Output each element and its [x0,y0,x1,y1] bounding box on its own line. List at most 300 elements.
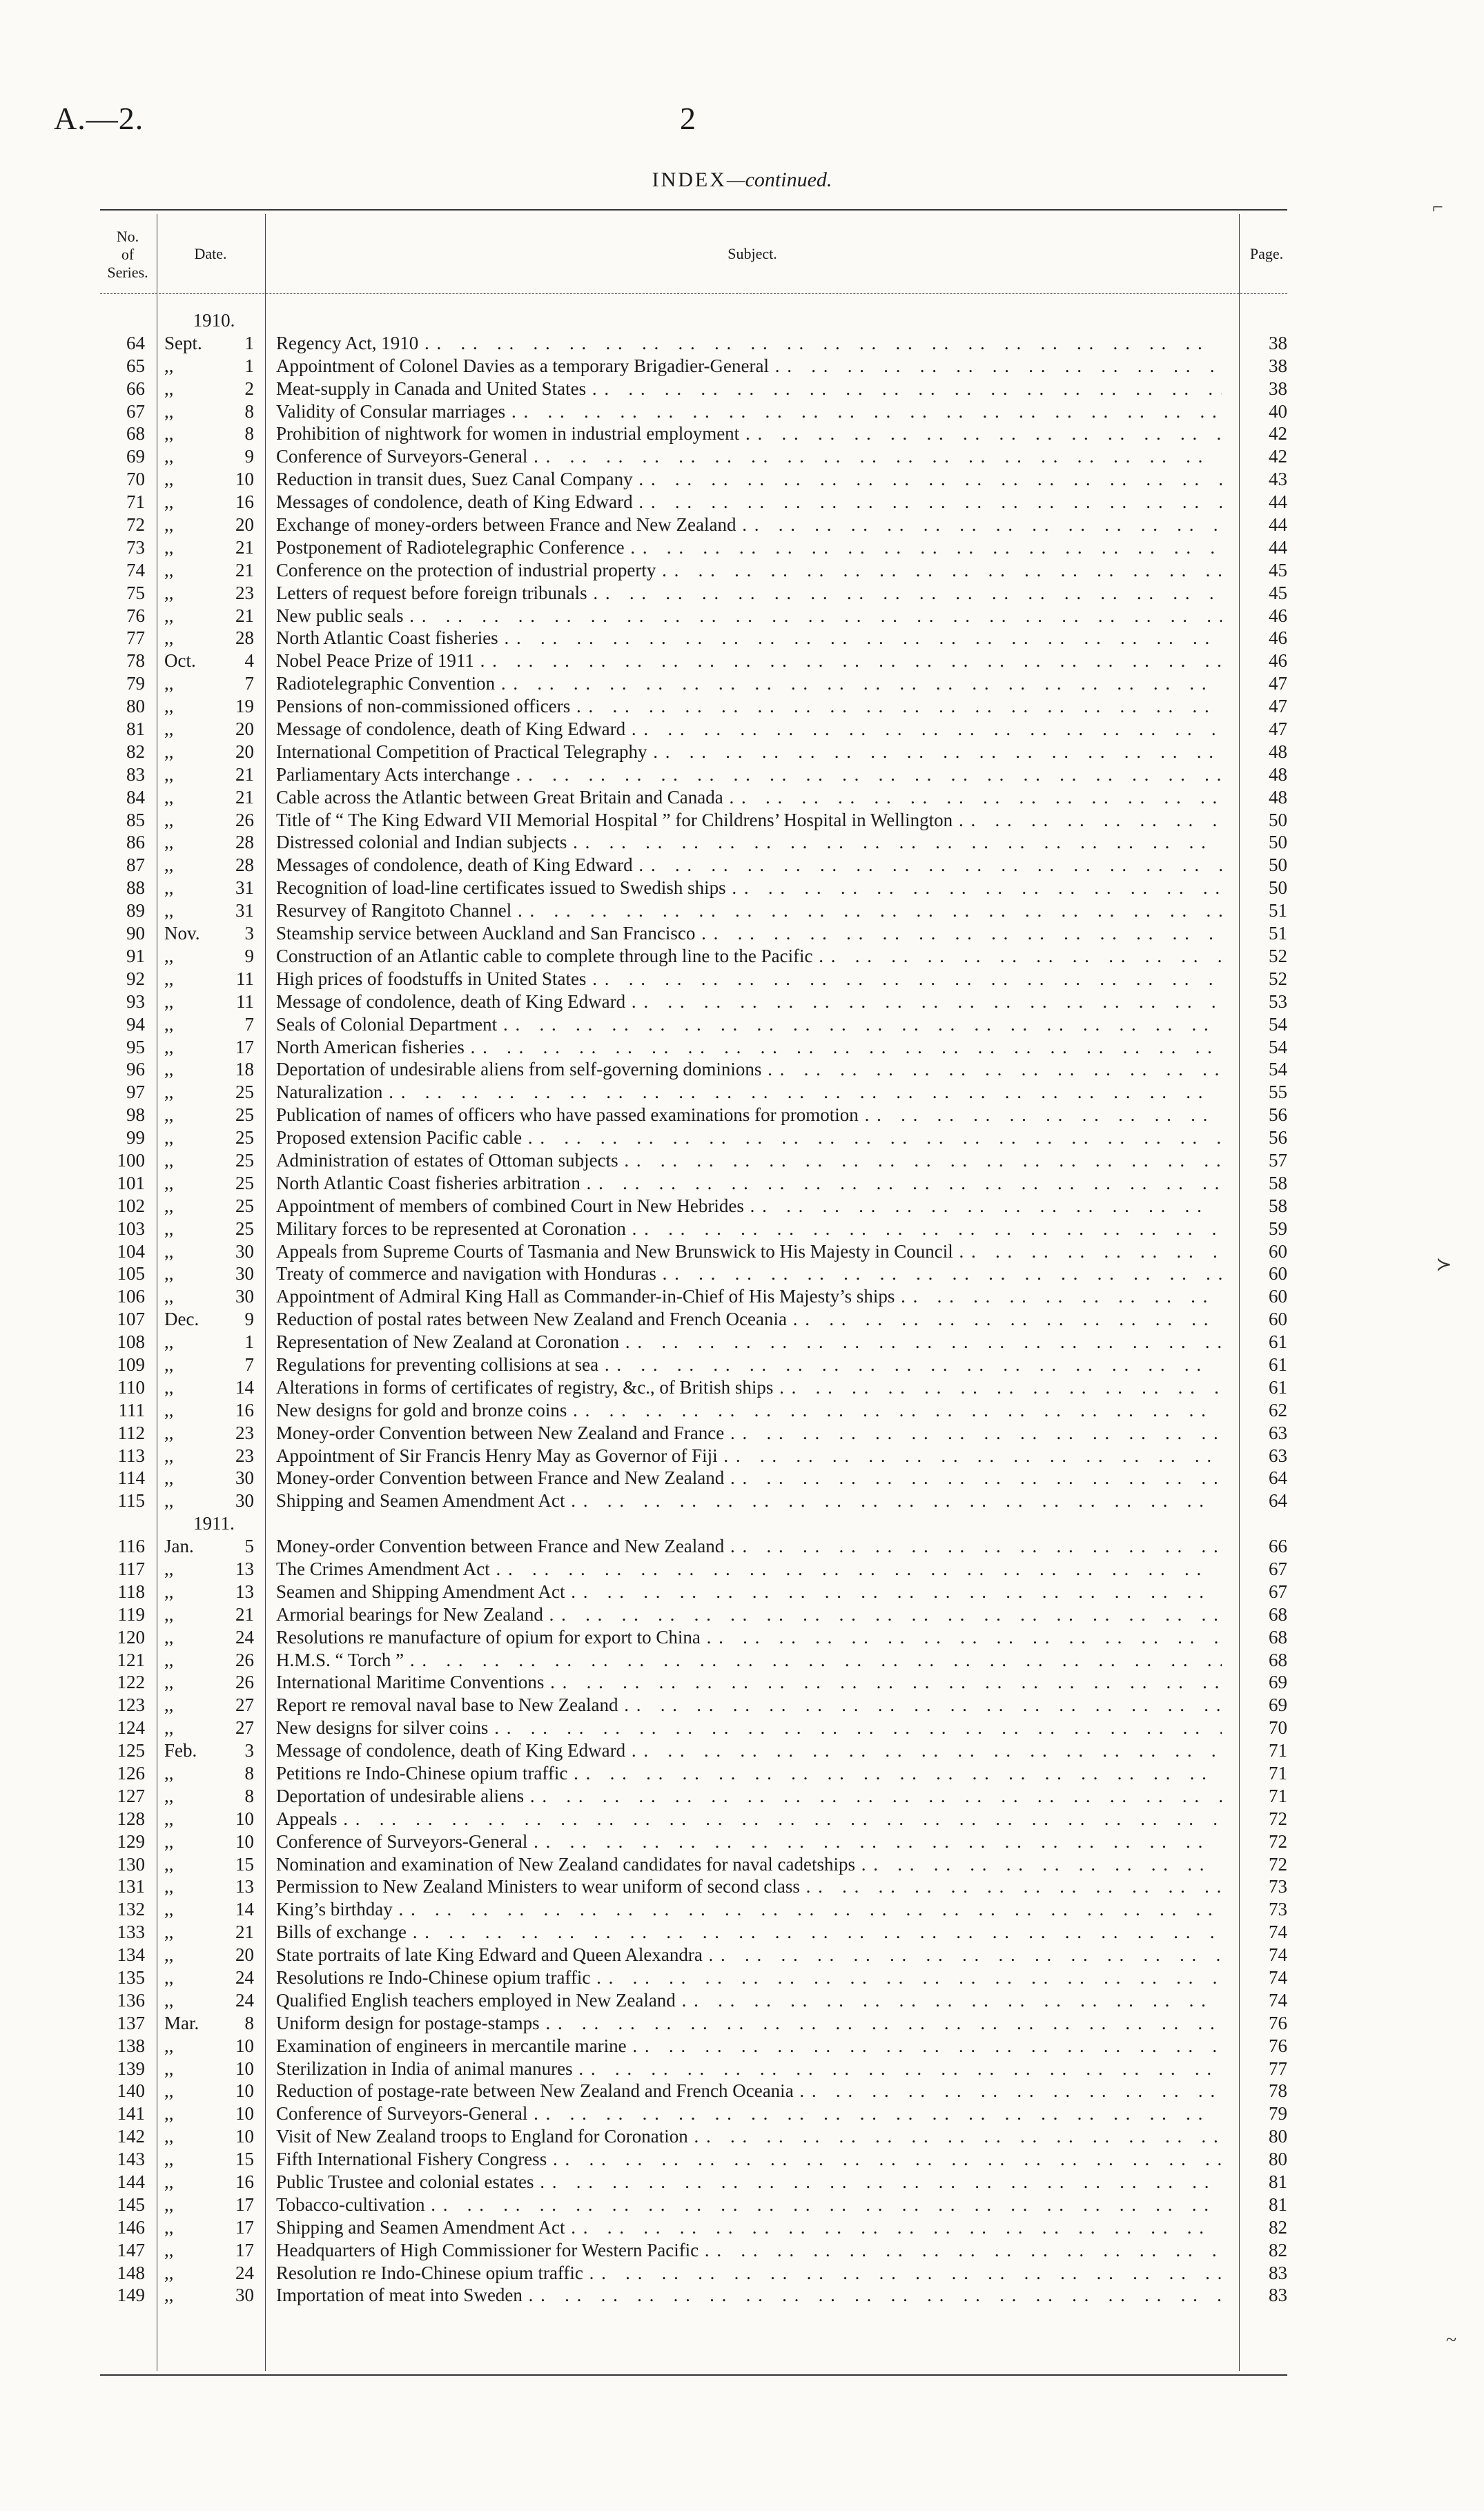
table-row [0,922,1484,945]
subject-text: Messages of condolence, death of King Edward . . [276,854,1222,877]
series-number: 87 [126,854,145,876]
date-day: 25 [235,1195,254,1216]
page-ref: 67 [1269,1558,1287,1579]
page-ref: 61 [1269,1376,1287,1398]
page-ref: 68 [1269,1649,1287,1670]
date-month: ,, [164,1149,174,1171]
date-day: 19 [235,696,254,717]
page-ref: 56 [1269,1127,1287,1149]
date-day: 28 [235,854,254,876]
subject-text: Letters of request before foreign tribunals . . [276,582,1222,605]
series-number: 105 [117,1263,145,1284]
date-month: ,, [164,1172,174,1193]
date-day: 8 [244,423,254,444]
table-row [0,899,1484,922]
date-day: 25 [235,1104,254,1126]
date-month: ,, [164,2126,174,2147]
page-ref: 57 [1269,1149,1287,1171]
page-ref: 47 [1269,673,1287,694]
subject-text: Representation of New Zealand at Coronation . . [276,1331,1222,1354]
page-ref: 76 [1269,2035,1287,2056]
table-row [0,1013,1484,1036]
date-month: ,, [164,627,174,649]
margin-mark: ⌐ [1432,197,1443,218]
date-day: 24 [235,1967,254,1989]
page-ref: 60 [1269,1309,1287,1330]
page-ref: 54 [1269,1036,1287,1057]
series-number: 131 [117,1876,145,1897]
date-day: 17 [235,2194,254,2215]
subject-text: New designs for silver coins . . [276,1717,1222,1739]
date-day: 30 [235,1467,254,1489]
date-month: ,, [164,719,174,740]
series-number: 91 [126,945,145,966]
series-number: 104 [117,1240,145,1262]
page-ref: 82 [1269,2239,1287,2260]
series-number: 78 [126,650,145,672]
page-ref: 83 [1269,2262,1287,2283]
date-day: 10 [235,2080,254,2102]
bottom-rule [100,2374,1287,2376]
page-ref: 83 [1269,2285,1287,2306]
date-day: 21 [235,763,254,785]
table-row [0,2035,1484,2058]
series-number: 109 [117,1354,145,1375]
table-row [0,1331,1484,1354]
date-day: 11 [236,990,254,1012]
date-month: Nov. [164,923,200,944]
series-number: 148 [117,2262,145,2283]
subject-text: Messages of condolence, death of King Edward . . [276,491,1222,514]
subject-text: Money-order Convention between New Zealand and France . . [276,1422,1222,1445]
date-day: 10 [235,2035,254,2056]
date-day: 26 [235,1649,254,1670]
date-day: 21 [235,559,254,580]
page-ref: 58 [1269,1195,1287,1216]
series-number: 97 [126,1082,145,1103]
date-month: ,, [164,2171,174,2193]
subject-text: Publication of names of officers who have passed examinations for promotion . . [276,1104,1222,1126]
page-ref: 71 [1269,1740,1287,1761]
series-number: 86 [126,832,145,853]
date-day: 24 [235,2262,254,2283]
subject-text: Cable across the Atlantic between Great Britain and Canada . . [276,786,1222,809]
series-number: 127 [117,1785,145,1806]
subject-text: Tobacco-cultivation . . [276,2194,1222,2216]
date-month: ,, [164,673,174,694]
table-row [0,1535,1484,1558]
subject-text: Title of “ The King Edward VII Memorial Hospital ” for Childrens’ Hospital in Wellington . . [276,809,1222,832]
subject-text: Pensions of non-commissioned officers . . [276,695,1222,718]
date-day: 13 [235,1581,254,1602]
series-number: 117 [117,1558,145,1579]
series-number: 74 [126,559,145,580]
subject-text: State portraits of late King Edward and Queen Alexandra . . [276,1944,1222,1966]
date-month: ,, [164,469,174,490]
series-number: 120 [117,1626,145,1648]
table-row [0,605,1484,627]
subject-text: Postponement of Radiotelegraphic Conference . . [276,536,1222,559]
column-header-no: No. of Series. [107,228,148,281]
subject-text: Appointment of Admiral King Hall as Commander-in-Chief of His Majesty’s ships . . [276,1285,1222,1308]
series-number: 144 [117,2171,145,2193]
series-number: 118 [117,1581,145,1602]
series-number: 137 [117,2012,145,2033]
date-month: ,, [164,1036,174,1057]
series-number: 94 [126,1013,145,1035]
series-number: 141 [117,2103,145,2124]
table-row [0,1376,1484,1399]
date-month: ,, [164,2035,174,2056]
subject-text: Shipping and Seamen Amendment Act . . [276,2216,1222,2239]
page-number: 2 [680,101,696,136]
table-row [0,831,1484,854]
series-number: 126 [117,1763,145,1784]
date-month: ,, [164,832,174,853]
series-number: 84 [126,786,145,808]
table-row [0,2080,1484,2102]
date-day: 5 [244,1536,254,1557]
table-row [0,1058,1484,1081]
page-ref: 77 [1269,2058,1287,2079]
header-rule [100,293,1287,294]
series-number: 75 [126,582,145,603]
table-row [0,672,1484,695]
table-row [0,400,1484,423]
subject-text: Resolutions re manufacture of opium for export to China . . [276,1626,1222,1649]
date-month: ,, [164,559,174,580]
subject-text: The Crimes Amendment Act . . [276,1558,1222,1581]
table-row [0,1694,1484,1717]
subject-text: Validity of Consular marriages . . [276,400,1222,423]
table-row [0,718,1484,741]
table-row [0,1195,1484,1218]
date-day: 9 [244,446,254,467]
date-day: 8 [244,400,254,422]
date-day: 17 [235,1036,254,1057]
subject-text: Deportation of undesirable aliens . . [276,1785,1222,1808]
series-number: 147 [117,2239,145,2260]
subject-text: Conference on the protection of industrial property . . [276,559,1222,582]
date-month: Jan. [164,1536,194,1557]
date-day: 8 [244,1763,254,1784]
date-month: ,, [164,945,174,966]
page-ref: 76 [1269,2012,1287,2033]
index-title-suffix: —continued. [726,168,832,191]
table-row [0,355,1484,378]
page-ref: 48 [1269,763,1287,785]
page-ref: 46 [1269,605,1287,626]
subject-text: Deportation of undesirable aliens from self-governing dominions . . [276,1058,1222,1081]
margin-mark: ~ [1446,2329,1457,2351]
table-row [0,1422,1484,1445]
date-month: ,, [164,605,174,626]
series-number: 136 [117,1989,145,2011]
date-month: Oct. [164,650,196,672]
date-month: ,, [164,1899,174,1920]
page-ref: 73 [1269,1876,1287,1897]
page-ref: 69 [1269,1694,1287,1716]
date-month: ,, [164,2194,174,2215]
series-number: 108 [117,1331,145,1353]
page-ref: 52 [1269,945,1287,966]
table-row [0,2216,1484,2239]
page-ref: 42 [1269,446,1287,467]
subject-text: North Atlantic Coast fisheries . . [276,627,1222,649]
subject-text: Seamen and Shipping Amendment Act . . [276,1581,1222,1603]
subject-text: Prohibition of nightwork for women in industrial employment . . [276,422,1222,445]
date-day: 24 [235,1989,254,2011]
page-ref: 60 [1269,1240,1287,1262]
date-month: ,, [164,378,174,399]
page-ref: 54 [1269,1013,1287,1035]
table-row [0,332,1484,355]
date-day: 26 [235,1672,254,1693]
subject-text: Construction of an Atlantic cable to complete through line to the Pacific . . [276,945,1222,968]
series-number: 121 [117,1649,145,1670]
table-row [0,1104,1484,1126]
series-number: 128 [117,1808,145,1829]
subject-text: Headquarters of High Commissioner for Western Pacific . . [276,2239,1222,2262]
date-month: ,, [164,2216,174,2238]
page-ref: 47 [1269,719,1287,740]
page-ref: 81 [1269,2194,1287,2215]
subject-text: Treaty of commerce and navigation with Honduras . . [276,1262,1222,1285]
date-month: ,, [164,854,174,876]
date-month: ,, [164,2149,174,2170]
date-day: 3 [244,923,254,944]
page-ref: 74 [1269,1922,1287,1943]
table-row [0,1762,1484,1785]
page-ref: 38 [1269,355,1287,376]
date-month: ,, [164,446,174,467]
series-number: 98 [126,1104,145,1126]
date-day: 8 [244,1785,254,1806]
subject-text: Appeals from Supreme Courts of Tasmania and New Brunswick to His Majesty in Council . . [276,1240,1222,1263]
date-month: ,, [164,1717,174,1739]
series-number: 102 [117,1195,145,1216]
subject-text: Appointment of members of combined Court in New Hebrides . . [276,1195,1222,1218]
series-number: 89 [126,900,145,921]
subject-text: Bills of exchange . . [276,1921,1222,1944]
date-day: 21 [235,536,254,558]
subject-text: High prices of foodstuffs in United States . . [276,968,1222,990]
date-day: 1 [244,332,254,353]
date-month: ,, [164,1218,174,1239]
date-month: ,, [164,582,174,603]
page-ref: 48 [1269,786,1287,808]
date-day: 10 [235,2103,254,2124]
page-ref: 50 [1269,832,1287,853]
date-day: 21 [235,1922,254,1943]
date-day: 10 [235,2126,254,2147]
page-ref: 64 [1269,1467,1287,1489]
page-ref: 66 [1269,1536,1287,1557]
page-ref: 72 [1269,1808,1287,1829]
subject-text: Resolutions re Indo-Chinese opium traffic . . [276,1966,1222,1989]
table-row [0,1581,1484,1603]
page-ref: 58 [1269,1172,1287,1193]
table-row [0,1739,1484,1762]
date-month: ,, [164,1581,174,1602]
subject-text: Reduction of postage-rate between New Zealand and French Oceania . . [276,2080,1222,2102]
subject-text: Importation of meat into Sweden . . [276,2284,1222,2307]
date-day: 20 [235,1944,254,1966]
date-month: ,, [164,1672,174,1693]
series-number: 69 [126,446,145,467]
page-ref: 40 [1269,400,1287,422]
series-number: 92 [126,968,145,989]
table-row [0,2171,1484,2194]
date-month: ,, [164,1467,174,1489]
date-day: 10 [235,1830,254,1852]
page-ref: 45 [1269,582,1287,603]
date-month: ,, [164,1240,174,1262]
index-title: INDEX [652,168,727,191]
subject-text: Shipping and Seamen Amendment Act . . [276,1489,1222,1512]
table-row [0,1944,1484,1966]
page-ref: 50 [1269,809,1287,830]
series-number: 134 [117,1944,145,1966]
date-day: 24 [235,1626,254,1648]
date-day: 9 [244,1309,254,1330]
table-row [0,1830,1484,1853]
date-day: 25 [235,1172,254,1193]
series-number: 132 [117,1899,145,1920]
series-number: 101 [117,1172,145,1193]
date-month: ,, [164,2285,174,2306]
page-ref: 60 [1269,1263,1287,1284]
date-month: ,, [164,1944,174,1966]
subject-text: Meat-supply in Canada and United States . . [276,378,1222,400]
date-month: ,, [164,2103,174,2124]
date-day: 21 [235,605,254,626]
series-number: 81 [126,719,145,740]
date-day: 17 [235,2216,254,2238]
series-number: 65 [126,355,145,376]
series-number: 85 [126,809,145,830]
page-ref: 61 [1269,1354,1287,1375]
page-ref: 55 [1269,1082,1287,1103]
date-month: ,, [164,1286,174,1307]
subject-text: Parliamentary Acts interchange . . [276,763,1222,786]
series-number: 122 [117,1672,145,1693]
table-row [0,945,1484,968]
date-month: ,, [164,491,174,513]
date-day: 10 [235,2058,254,2079]
date-day: 20 [235,514,254,536]
table-row [0,1218,1484,1240]
page-ref: 64 [1269,1490,1287,1512]
table-row [0,1603,1484,1626]
page-ref: 68 [1269,1626,1287,1648]
subject-text: Report re removal naval base to New Zealand . . [276,1694,1222,1717]
table-row [0,968,1484,990]
series-number: 139 [117,2058,145,2079]
series-number: 80 [126,696,145,717]
series-number: 142 [117,2126,145,2147]
page-ref: 70 [1269,1717,1287,1739]
series-number: 138 [117,2035,145,2056]
subject-text: Message of condolence, death of King Edward . . [276,990,1222,1013]
year-label: 1910. [193,310,235,331]
date-month: ,, [164,1445,174,1466]
subject-text: Exchange of money-orders between France and New Zealand . . [276,514,1222,536]
index-table-body [0,309,1484,2307]
date-month: ,, [164,2080,174,2102]
table-row [0,1717,1484,1739]
subject-text: Qualified English teachers employed in New Zealand . . [276,1989,1222,2012]
table-row [0,536,1484,559]
subject-text: Nomination and examination of New Zealand candidates for naval cadetships . . [276,1853,1222,1876]
subject-text: Alterations in forms of certificates of registry, &c., of British ships . . [276,1376,1222,1399]
date-day: 31 [235,900,254,921]
date-month: ,, [164,1399,174,1420]
date-month: ,, [164,1127,174,1149]
table-row [0,445,1484,468]
date-day: 25 [235,1127,254,1149]
date-month: ,, [164,900,174,921]
table-row [0,468,1484,491]
document-code: A.—2. [54,101,144,136]
page-ref: 46 [1269,627,1287,649]
page-ref: 52 [1269,968,1287,989]
subject-text: Message of condolence, death of King Edward . . [276,718,1222,741]
page-ref: 62 [1269,1399,1287,1420]
subject-text: Nobel Peace Prize of 1911 . . [276,649,1222,672]
series-number: 140 [117,2080,145,2102]
date-day: 10 [235,469,254,490]
table-row [0,695,1484,718]
date-day: 18 [235,1059,254,1080]
page-ref: 63 [1269,1422,1287,1443]
table-row [0,2125,1484,2148]
page-ref: 60 [1269,1286,1287,1307]
subject-text: H.M.S. “ Torch ” . . [276,1649,1222,1672]
page-ref: 69 [1269,1672,1287,1693]
table-row [0,2239,1484,2262]
date-day: 7 [244,1354,254,1375]
table-row [0,1558,1484,1581]
date-month: Mar. [164,2012,199,2033]
subject-text: Armorial bearings for New Zealand . . [276,1603,1222,1626]
series-number: 114 [117,1467,145,1489]
table-row [0,1036,1484,1059]
subject-text: Uniform design for postage-stamps . . [276,2012,1222,2035]
date-day: 9 [244,945,254,966]
page-ref: 42 [1269,423,1287,444]
table-row [0,786,1484,809]
table-row [0,1240,1484,1263]
table-row [0,763,1484,786]
date-month: ,, [164,1013,174,1035]
subject-text: North American fisheries . . [276,1036,1222,1059]
table-row [0,1262,1484,1285]
date-day: 21 [235,1603,254,1625]
date-day: 28 [235,832,254,853]
date-day: 15 [235,2149,254,2170]
date-month: ,, [164,786,174,808]
date-month: ,, [164,1263,174,1284]
series-number: 90 [126,923,145,944]
series-number: 67 [126,400,145,422]
date-month: ,, [164,1603,174,1625]
date-month: ,, [164,877,174,899]
subject-text: Petitions re Indo-Chinese opium traffic . . [276,1762,1222,1785]
series-number: 149 [117,2285,145,2306]
date-day: 4 [244,650,254,672]
date-month: ,, [164,1763,174,1784]
